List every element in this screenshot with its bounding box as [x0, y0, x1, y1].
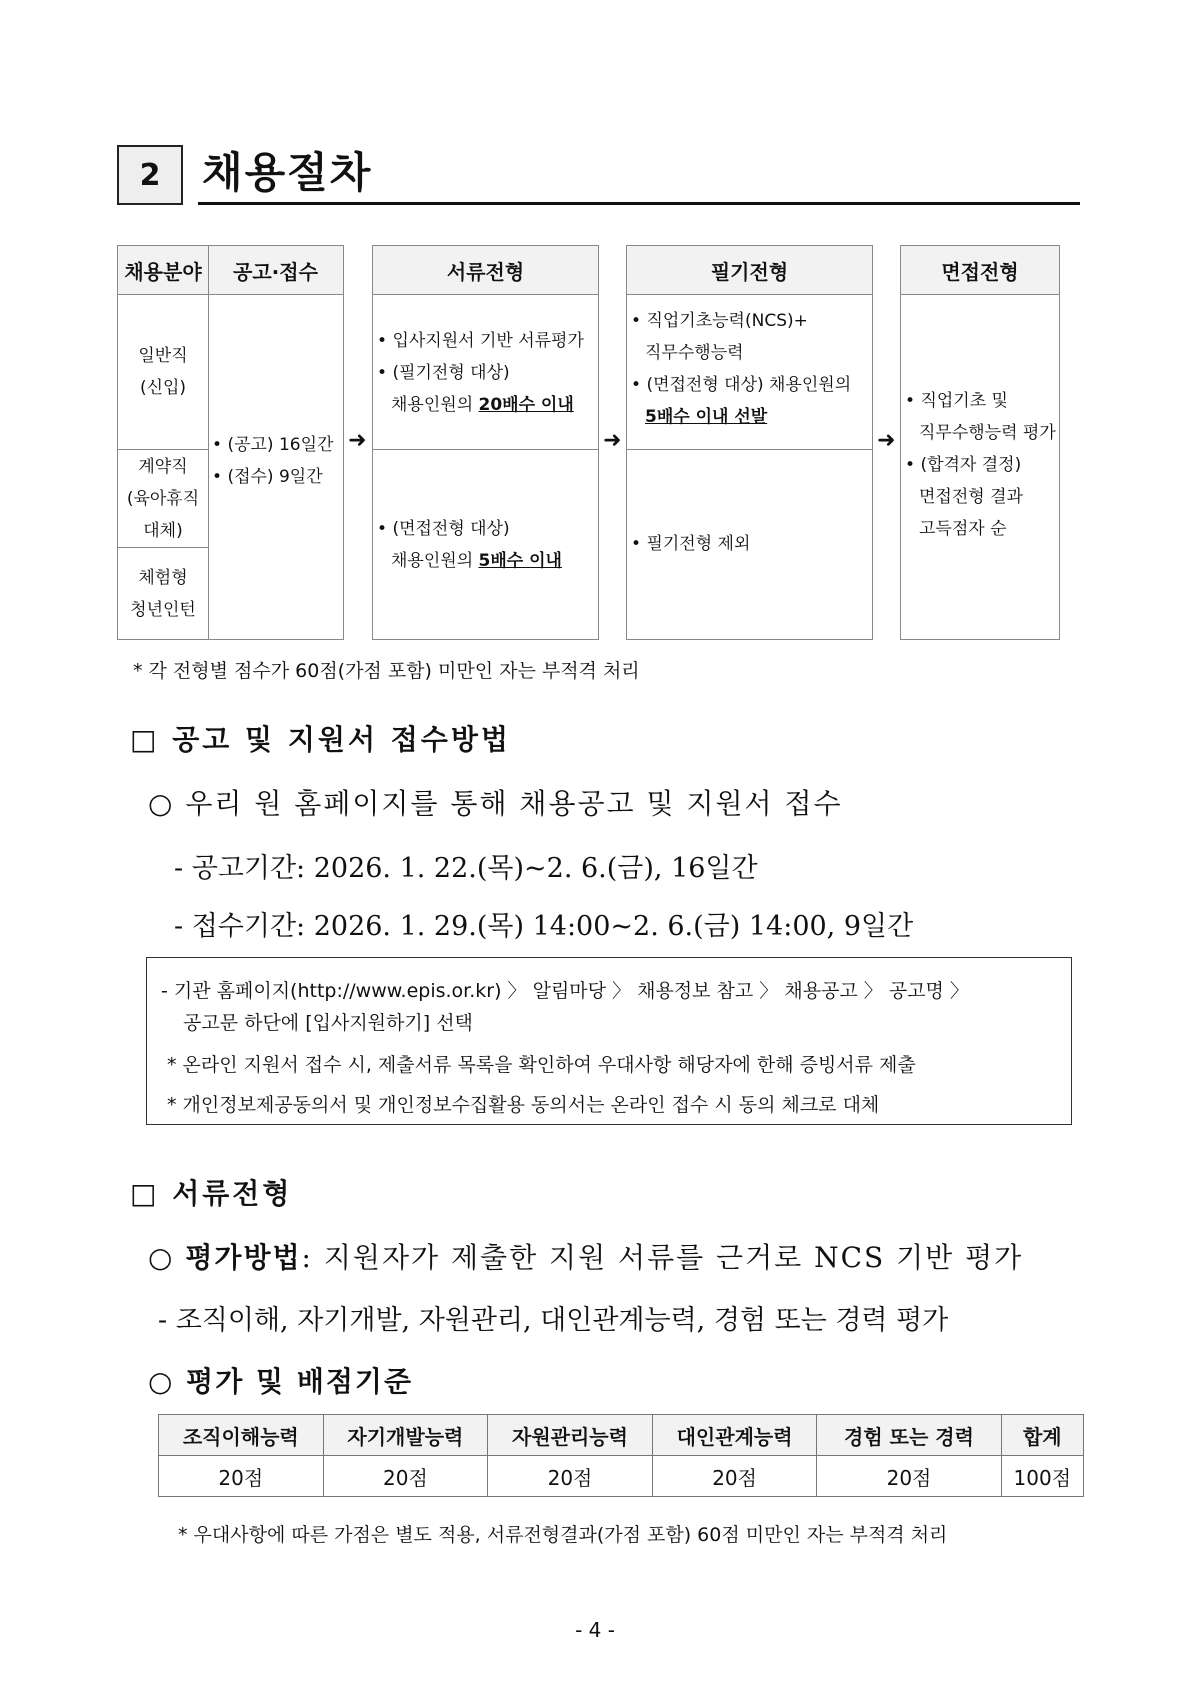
section-title: 채용절차 [202, 148, 373, 197]
process-box-interview [900, 245, 1060, 640]
interview-bullet-2: • (합격자 결정) [905, 455, 1022, 475]
process-box-field-notice [117, 245, 344, 640]
application-bullet: ○ 우리 원 홈페이지를 통해 채용공고 및 지원서 접수 [148, 787, 843, 820]
screening-method-detail: - 조직이해, 자기개발, 자원관리, 대인관계능력, 경험 또는 경력 평가 [158, 1305, 949, 1336]
document-bullet-3: • (면접전형 대상) [377, 519, 510, 539]
written-bullet-1-detail: 직무수행능력 [645, 343, 744, 363]
screening-heading: □ 서류전형 [130, 1177, 293, 1210]
interview-bullet-2-detail: 면접전형 결과 [919, 487, 1023, 507]
score-table [158, 1414, 1084, 1497]
notice-period: - 공고기간: 2026. 1. 22.(목)~2. 6.(금), 16일간 [174, 853, 758, 884]
header-written: 필기전형 [627, 246, 872, 295]
document-bullet-1: • 입사지원서 기반 서류평가 [377, 331, 584, 351]
field-intern: 체험형 청년인턴 [130, 568, 196, 620]
score-header-cell: 자원관리능력 [488, 1415, 653, 1456]
field-regular: 일반직 (신입) [138, 345, 188, 398]
arrow-icon: ➜ [603, 428, 622, 453]
screening-method: ○ 평가방법: 지원자가 제출한 지원 서류를 근거로 NCS 기반 평가 [148, 1241, 1024, 1274]
header-interview: 면접전형 [901, 246, 1059, 295]
notice-bullet-2: • (접수) 9일간 [212, 467, 323, 487]
criteria-heading: ○ 평가 및 배점기준 [148, 1365, 414, 1398]
section-underline [198, 202, 1080, 205]
info-line-path-cont: 공고문 하단에 [입사지원하기] 선택 [183, 1012, 473, 1034]
application-info-box [146, 957, 1072, 1125]
header-document: 서류전형 [373, 246, 598, 295]
interview-bullet-1-detail: 직무수행능력 평가 [919, 423, 1056, 443]
process-box-document [372, 245, 599, 640]
written-bullet-3: • 필기전형 제외 [631, 534, 751, 554]
info-note-2: * 개인정보제공동의서 및 개인정보수집활용 동의서는 온라인 접수 시 동의 체크로 대체 [167, 1094, 880, 1116]
screening-note: * 우대사항에 따른 가점은 별도 적용, 서류전형결과(가점 포함) 60점 미만인 자는 부적격 처리 [178, 1524, 948, 1546]
score-value-cell: 100점 [1001, 1456, 1083, 1497]
written-bullet-2-detail: 5배수 이내 선발 [645, 407, 768, 427]
application-period: - 접수기간: 2026. 1. 29.(목) 14:00~2. 6.(금) 14:00, 9일간 [174, 911, 914, 942]
score-header-cell: 대인관계능력 [652, 1415, 817, 1456]
header-row [118, 246, 343, 295]
page-number: - 4 - [575, 1618, 615, 1642]
score-value-cell: 20점 [817, 1456, 1001, 1497]
interview-bullet-1: • 직업기초 및 [905, 391, 1008, 411]
arrow-icon: ➜ [877, 428, 896, 453]
score-header-cell: 합계 [1001, 1415, 1083, 1456]
document-bullet-2-detail: 채용인원의 20배수 이내 [391, 395, 574, 415]
score-value-cell: 20점 [652, 1456, 817, 1497]
score-header-cell: 자기개발능력 [323, 1415, 488, 1456]
section-number: 2 [117, 145, 183, 205]
header-notice: 공고·접수 [233, 259, 318, 284]
arrow-icon: ➜ [348, 428, 367, 453]
header-field: 채용분야 [124, 259, 202, 284]
info-line-path: - 기관 홈페이지(http://www.epis.or.kr) 〉 알림마당 〉 채용정보 참고 〉 채용공고 〉 공고명 〉 [161, 980, 969, 1002]
written-bullet-2: • (면접전형 대상) 채용인원의 [631, 375, 852, 395]
process-note: * 각 전형별 점수가 60점(가점 포함) 미만인 자는 부적격 처리 [133, 660, 640, 682]
document-bullet-3-detail: 채용인원의 5배수 이내 [391, 551, 562, 571]
process-box-written [626, 245, 873, 640]
info-note-1: * 온라인 지원서 접수 시, 제출서류 목록을 확인하여 우대사항 해당자에 한해 증빙서류 제출 [167, 1054, 916, 1076]
written-bullet-1: • 직업기초능력(NCS)+ [631, 311, 808, 331]
score-value-cell: 20점 [159, 1456, 324, 1497]
score-table-row [159, 1456, 1084, 1497]
application-heading: □ 공고 및 지원서 접수방법 [130, 723, 511, 756]
notice-bullet-1: • (공고) 16일간 [212, 435, 334, 455]
score-header-cell: 경험 또는 경력 [817, 1415, 1001, 1456]
score-header-cell: 조직이해능력 [159, 1415, 324, 1456]
field-contract: 계약직 (육아휴직 대체) [126, 456, 200, 541]
score-value-cell: 20점 [323, 1456, 488, 1497]
document-bullet-2: • (필기전형 대상) [377, 363, 510, 383]
score-table-header [159, 1415, 1084, 1456]
interview-bullet-2-detail-2: 고득점자 순 [919, 519, 1007, 539]
score-value-cell: 20점 [488, 1456, 653, 1497]
